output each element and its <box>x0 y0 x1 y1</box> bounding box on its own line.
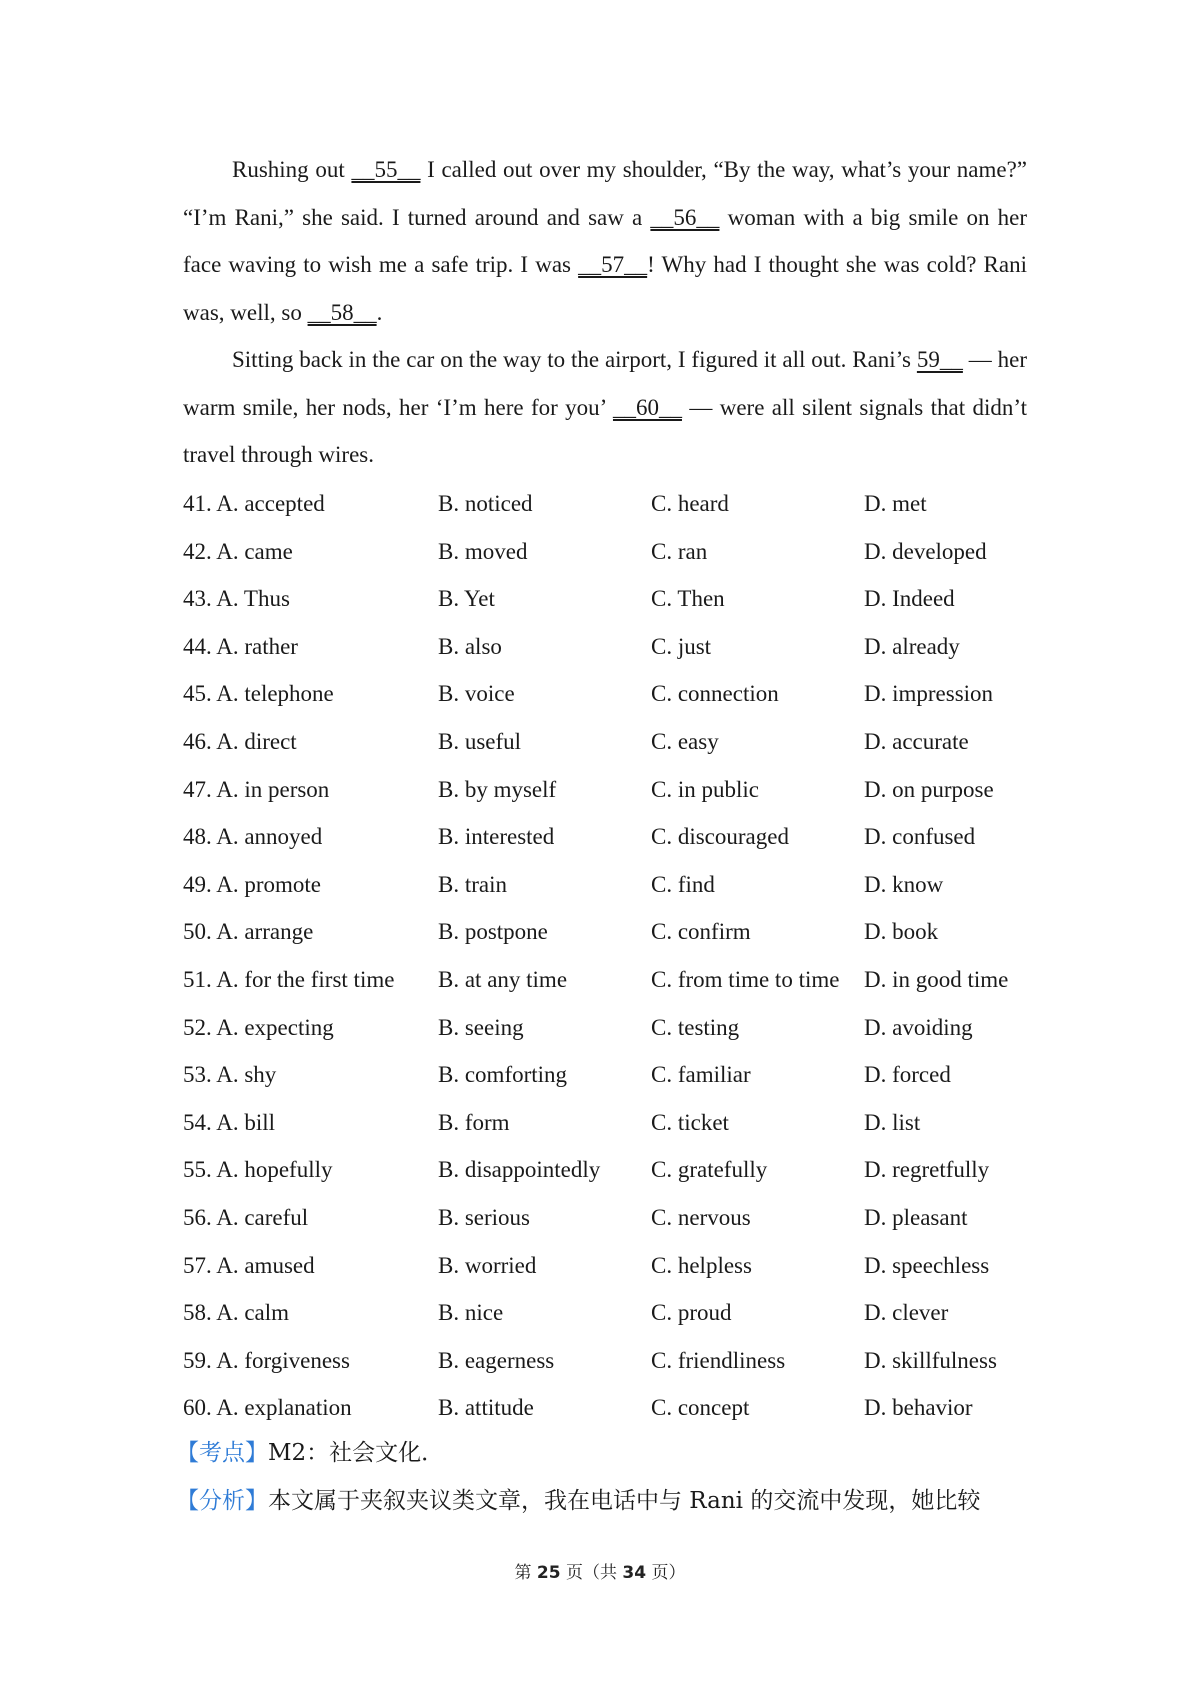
option-a: 54. A. bill <box>183 1109 276 1135</box>
option-d: D. already <box>864 633 960 659</box>
question-row <box>183 480 1043 528</box>
option-a: 46. A. direct <box>183 728 297 754</box>
option-d: D. list <box>864 1109 921 1135</box>
option-d: D. confused <box>864 824 976 850</box>
question-row <box>183 718 1043 766</box>
blank-58: __58__ <box>307 299 377 325</box>
option-d: D. know <box>864 871 944 897</box>
option-b: B. Yet <box>438 586 495 612</box>
options-list <box>183 480 1043 1432</box>
question-row <box>183 1051 1043 1099</box>
option-c: C. gratefully <box>651 1157 768 1183</box>
option-b: B. train <box>438 871 507 897</box>
total-page-count: 34 <box>622 1563 647 1583</box>
option-c: C. connection <box>651 681 779 707</box>
kaodian-text: M2：社会文化． <box>268 1440 445 1466</box>
fenxi-tag: 【分析】 <box>176 1488 268 1514</box>
page-footer <box>0 1558 1200 1583</box>
passage-text: — were all silent signals that didn’t travel through wires. <box>183 394 1027 467</box>
question-row <box>183 766 1043 814</box>
option-a: 58. A. calm <box>183 1300 290 1326</box>
option-d: D. clever <box>864 1300 949 1326</box>
question-row <box>183 1384 1043 1432</box>
blank-57: __57__ <box>578 252 648 277</box>
fenxi-text: 本文属于夹叙夹议类文章，我在电话中与 Rani 的交流中发现，她比较 <box>268 1488 981 1514</box>
passage-text: ! Why had I thought she was cold? Rani was, well, so <box>183 252 1027 325</box>
option-c: C. find <box>651 871 715 897</box>
question-row <box>183 623 1043 671</box>
option-c: C. ran <box>651 538 708 564</box>
option-c: C. heard <box>651 491 729 516</box>
option-c: C. in public <box>651 776 759 802</box>
option-c: C. proud <box>651 1300 732 1326</box>
option-c: C. ticket <box>651 1109 729 1135</box>
option-d: D. speechless <box>864 1252 990 1278</box>
passage-text: I called out over my shoulder, “By the way, what’s your name?” “I’m Rani,” she said. I turned around and saw a <box>183 157 1027 230</box>
option-b: B. voice <box>438 681 515 707</box>
option-d: D. developed <box>864 538 987 564</box>
question-row <box>183 1289 1043 1337</box>
kaodian-tag: 【考点】 <box>176 1440 268 1466</box>
option-d: D. pleasant <box>864 1204 968 1230</box>
option-a: 42. A. came <box>183 538 293 564</box>
question-row <box>183 1146 1043 1194</box>
option-a: 48. A. annoyed <box>183 824 323 850</box>
option-b: B. form <box>438 1109 510 1135</box>
option-d: D. avoiding <box>864 1014 973 1040</box>
option-a: 43. A. Thus <box>183 586 290 612</box>
option-a: 59. A. forgiveness <box>183 1347 350 1373</box>
blank-55: __55__ <box>351 157 421 182</box>
option-b: B. disappointedly <box>438 1157 601 1183</box>
option-b: B. interested <box>438 824 555 850</box>
question-row <box>183 908 1043 956</box>
option-a: 60. A. explanation <box>183 1395 352 1421</box>
option-d: D. in good time <box>864 966 1009 992</box>
passage-paragraph-1 <box>183 146 1027 336</box>
footer-middle: 页（共 <box>560 1563 623 1583</box>
passage-text: Sitting back in the car on the way to the airport, I figured it all out. Rani’s <box>232 347 917 372</box>
option-b: B. by myself <box>438 776 557 802</box>
option-a: 56. A. careful <box>183 1204 309 1230</box>
option-b: B. at any time <box>438 966 568 992</box>
option-d: D. book <box>864 919 939 945</box>
option-c: C. friendliness <box>651 1347 786 1373</box>
option-d: D. behavior <box>864 1395 973 1421</box>
question-row <box>183 861 1043 909</box>
passage-text: . <box>376 299 383 325</box>
question-row <box>183 956 1043 1004</box>
fenxi-note <box>176 1478 980 1526</box>
option-b: B. moved <box>438 538 528 564</box>
option-b: B. comforting <box>438 1062 568 1088</box>
question-row <box>183 528 1043 576</box>
option-b: B. serious <box>438 1204 530 1230</box>
option-b: B. useful <box>438 728 522 754</box>
question-row <box>183 670 1043 718</box>
option-d: D. accurate <box>864 728 969 754</box>
blank-56: __56__ <box>650 204 720 230</box>
option-c: C. easy <box>651 728 719 754</box>
option-b: B. postpone <box>438 919 548 945</box>
question-row <box>183 1194 1043 1242</box>
option-d: D. regretfully <box>864 1157 990 1183</box>
option-b: B. eagerness <box>438 1347 555 1373</box>
question-row <box>183 575 1043 623</box>
option-d: D. impression <box>864 681 994 707</box>
question-row <box>183 1004 1043 1052</box>
option-c: C. from time to time <box>651 966 840 992</box>
option-c: C. helpless <box>651 1252 752 1278</box>
option-d: D. Indeed <box>864 586 955 612</box>
option-c: C. confirm <box>651 919 751 945</box>
footer-prefix: 第 <box>514 1563 537 1583</box>
option-a: 51. A. for the first time <box>183 966 395 992</box>
option-c: C. familiar <box>651 1062 751 1088</box>
passage-text: — her warm smile, her nods, her ‘I’m here for you’ <box>183 347 1028 420</box>
option-b: B. noticed <box>438 491 533 516</box>
option-a: 41. A. accepted <box>183 491 325 516</box>
option-a: 57. A. amused <box>183 1252 315 1278</box>
option-a: 49. A. promote <box>183 871 321 897</box>
option-c: C. testing <box>651 1014 740 1040</box>
footer-suffix: 页） <box>646 1563 686 1583</box>
kaodian-note <box>176 1430 444 1478</box>
option-d: D. forced <box>864 1062 951 1088</box>
option-b: B. seeing <box>438 1014 524 1040</box>
passage-text: woman with a big smile on her face waving to wish me a safe trip. I was <box>183 204 1027 277</box>
blank-59: 59__ <box>916 347 963 372</box>
option-a: 55. A. hopefully <box>183 1157 333 1183</box>
option-a: 52. A. expecting <box>183 1014 334 1040</box>
question-row <box>183 1242 1043 1290</box>
option-b: B. worried <box>438 1252 537 1278</box>
option-d: D. skillfulness <box>864 1347 997 1373</box>
option-d: D. met <box>864 491 927 516</box>
question-row <box>183 1337 1043 1385</box>
option-c: C. nervous <box>651 1204 751 1230</box>
option-b: B. nice <box>438 1300 504 1326</box>
option-a: 47. A. in person <box>183 776 330 802</box>
question-row <box>183 1099 1043 1147</box>
option-c: C. concept <box>651 1395 750 1421</box>
option-a: 45. A. telephone <box>183 681 334 707</box>
option-b: B. also <box>438 633 502 659</box>
option-c: C. just <box>651 633 712 659</box>
option-d: D. on purpose <box>864 776 994 802</box>
passage-paragraph-2 <box>183 336 1027 479</box>
question-row <box>183 813 1043 861</box>
option-a: 44. A. rather <box>183 633 298 659</box>
current-page-number: 25 <box>536 1563 561 1583</box>
option-b: B. attitude <box>438 1395 534 1421</box>
passage-text: Rushing out <box>232 157 352 182</box>
option-a: 50. A. arrange <box>183 919 314 945</box>
blank-60: __60__ <box>612 394 682 420</box>
option-c: C. Then <box>651 586 725 612</box>
option-a: 53. A. shy <box>183 1062 277 1088</box>
option-c: C. discouraged <box>651 824 789 850</box>
